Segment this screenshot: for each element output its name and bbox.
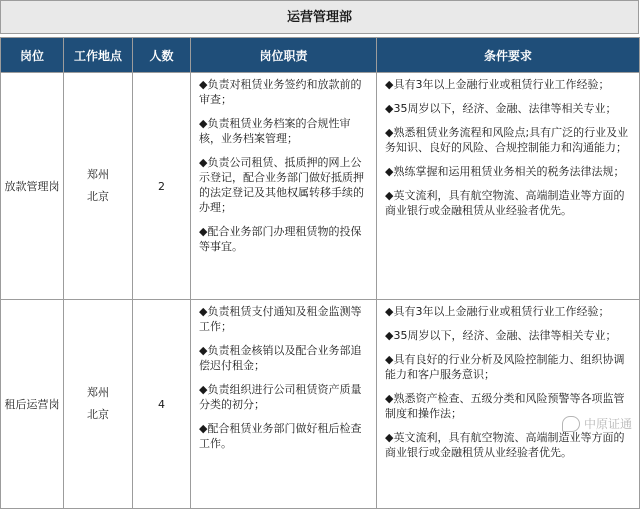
job-table [0, 37, 640, 509]
duty-item: ◆负责对租赁业务签约和放款前的审查； [199, 78, 362, 106]
chat-bubble-icon [562, 416, 580, 432]
requirement-item: ◆英文流利，具有航空物流、高端制造业等方面的商业银行或金融租赁从业经验者优先。 [385, 189, 625, 217]
location-cell [64, 73, 133, 300]
header-location: 工作地点 [64, 38, 133, 73]
location-item: 北京 [87, 408, 109, 421]
position-cell: 放款管理岗 [1, 73, 64, 300]
duties-cell [191, 300, 377, 509]
count-cell: 2 [133, 73, 191, 300]
position-cell: 租后运营岗 [1, 300, 64, 509]
requirement-item: ◆熟悉资产检查、五级分类和风险预警等各项监管制度和操作法； [385, 392, 625, 420]
duty-item: ◆负责租赁支付通知及租金监测等工作； [199, 305, 362, 333]
location-item: 北京 [87, 190, 109, 203]
requirement-item: ◆具有3年以上金融行业或租赁行业工作经验； [385, 78, 610, 91]
requirement-item: ◆熟练掌握和运用租赁业务相关的税务法律法规； [385, 165, 625, 178]
location-cell [64, 300, 133, 509]
department-title: 运营管理部 [0, 0, 639, 34]
duties-cell [191, 73, 377, 300]
duty-item: ◆负责公司租赁、抵质押的网上公示登记，配合业务部门做好抵质押的法定登记及其他权属转移手续的办理； [199, 156, 364, 214]
location-item: 郑州 [87, 386, 109, 399]
table-row [1, 73, 640, 300]
duty-item: ◆配合租赁业务部门做好租后检查工作。 [199, 422, 362, 450]
watermark [562, 415, 632, 432]
duty-item: ◆配合业务部门办理租赁物的投保等事宜。 [199, 225, 362, 253]
requirement-item: ◆英文流利，具有航空物流、高端制造业等方面的商业银行或金融租赁从业经验者优先。 [385, 431, 625, 459]
requirement-item: ◆35周岁以下，经济、金融、法律等相关专业； [385, 102, 617, 115]
requirements-cell [377, 300, 640, 509]
duty-item: ◆负责租赁业务档案的合规性审核，业务档案管理； [199, 117, 351, 145]
header-row [1, 38, 640, 73]
count-cell: 4 [133, 300, 191, 509]
requirements-cell [377, 73, 640, 300]
duty-item: ◆负责组织进行公司租赁资产质量分类的初分； [199, 383, 362, 411]
header-duties: 岗位职责 [191, 38, 377, 73]
location-item: 郑州 [87, 168, 109, 181]
requirement-item: ◆具有3年以上金融行业或租赁行业工作经验； [385, 305, 610, 318]
duty-item: ◆负责租金核销以及配合业务部追偿迟付租金； [199, 344, 362, 372]
table-row [1, 300, 640, 509]
requirement-item: ◆35周岁以下，经济、金融、法律等相关专业； [385, 329, 617, 342]
requirement-item: ◆具有良好的行业分析及风险控制能力、组织协调能力和客户服务意识； [385, 353, 625, 381]
watermark-text: 中原证通 [583, 417, 632, 431]
requirement-item: ◆熟悉租赁业务流程和风险点;具有广泛的行业及业务知识、良好的风险、合规控制能力和沟通能力； [385, 126, 629, 154]
header-count: 人数 [133, 38, 191, 73]
header-requirements: 条件要求 [377, 38, 640, 73]
header-position: 岗位 [1, 38, 64, 73]
